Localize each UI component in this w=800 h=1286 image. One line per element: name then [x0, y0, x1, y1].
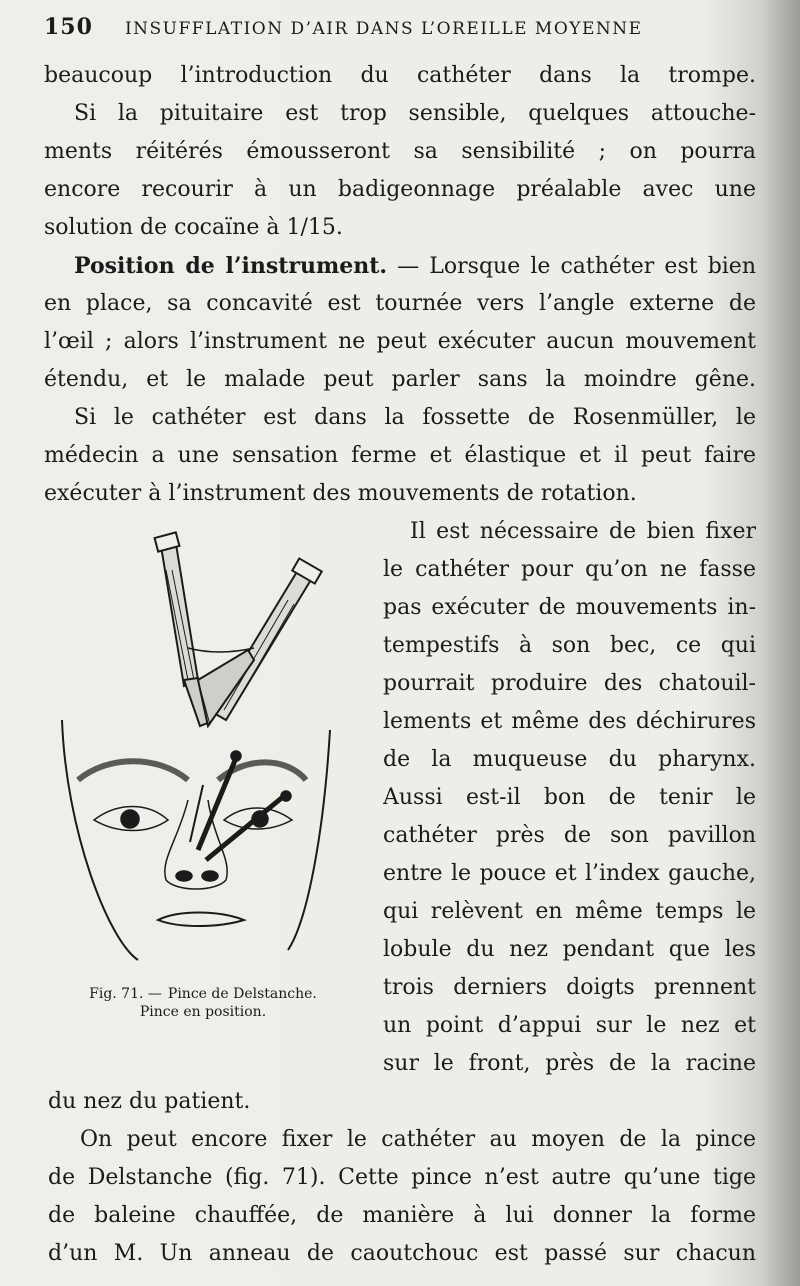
running-title: INSUFFLATION D’AIR DANS L’OREILLE MOYENNE: [124, 19, 643, 39]
section-heading: Position de l’instrument.: [74, 253, 388, 279]
text-line: du nez du patient.: [48, 1089, 251, 1114]
text-line: de la muqueuse du pharynx.: [383, 747, 756, 772]
figure-label: Fig. 71. —: [89, 986, 162, 1002]
text-line: tempestifs à son bec, ce qui: [383, 633, 756, 658]
text-line: sur le front, près de la racine: [383, 1051, 756, 1076]
text-line: Il est nécessaire de bien fixer: [410, 519, 756, 544]
text-line: le cathéter pour qu’on ne fasse: [383, 557, 756, 582]
figure-caption: [48, 985, 358, 1021]
text-line: de baleine chauffée, de manière à lui donner la forme: [48, 1203, 756, 1228]
text-line: Aussi est-il bon de tenir le: [383, 785, 756, 810]
figure-illustration: [48, 530, 348, 970]
text-line: qui relèvent en même temps le: [383, 899, 756, 924]
figure-title: Pince de Delstanche.: [167, 986, 317, 1002]
text-line: lements et même des déchirures: [383, 709, 756, 734]
text-line: un point d’appui sur le nez et: [383, 1013, 756, 1038]
text-line: On peut encore fixer le cathéter au moyen de la pince: [80, 1127, 756, 1152]
text-line: lobule du nez pendant que les: [383, 937, 756, 962]
text-line: Si le cathéter est dans la fossette de Rosenmüller, le: [74, 405, 756, 430]
text-line: en place, sa concavité est tournée vers l’angle externe de: [44, 291, 756, 316]
forceps-drawing: [155, 532, 322, 726]
text-line: cathéter près de son pavillon: [383, 823, 756, 848]
figure-caption-line: [48, 985, 358, 1003]
text-line: Si la pituitaire est trop sensible, quelques attouche-: [74, 101, 756, 126]
text-line: exécuter à l’instrument des mouvements de rotation.: [44, 481, 637, 506]
text-line: étendu, et le malade peut parler sans la moindre gêne.: [44, 367, 756, 392]
text-line: encore recourir à un badigeonnage préalable avec une: [44, 177, 756, 202]
page-number: 150: [44, 14, 93, 40]
text-line: beaucoup l’introduction du cathéter dans la trompe.: [44, 63, 756, 88]
text-line: pas exécuter de mouvements in-: [383, 595, 756, 620]
text-line: ments réitérés émousseront sa sensibilité ; on pourra: [44, 139, 756, 164]
text-line: pourrait produire des chatouil-: [383, 671, 756, 696]
section-heading-line: [74, 248, 756, 284]
text-line: l’œil ; alors l’instrument ne peut exécuter aucun mouvement: [44, 329, 756, 354]
text-line: solution de cocaïne à 1/15.: [44, 215, 343, 240]
text-line: trois derniers doigts prennent: [383, 975, 756, 1000]
text-line: d’un M. Un anneau de caoutchouc est passé sur chacun: [48, 1241, 756, 1266]
figure-subcaption: Pince en position.: [139, 1004, 267, 1020]
section-heading-rest: — Lorsque le cathéter est bien: [387, 254, 756, 279]
running-header: [44, 14, 744, 48]
face-drawing: [62, 720, 330, 960]
text-line: entre le pouce et l’index gauche,: [383, 861, 756, 886]
text-line: médecin a une sensation ferme et élastique et il peut faire: [44, 443, 756, 468]
text-line: de Delstanche (fig. 71). Cette pince n’est autre qu’une tige: [48, 1165, 756, 1190]
